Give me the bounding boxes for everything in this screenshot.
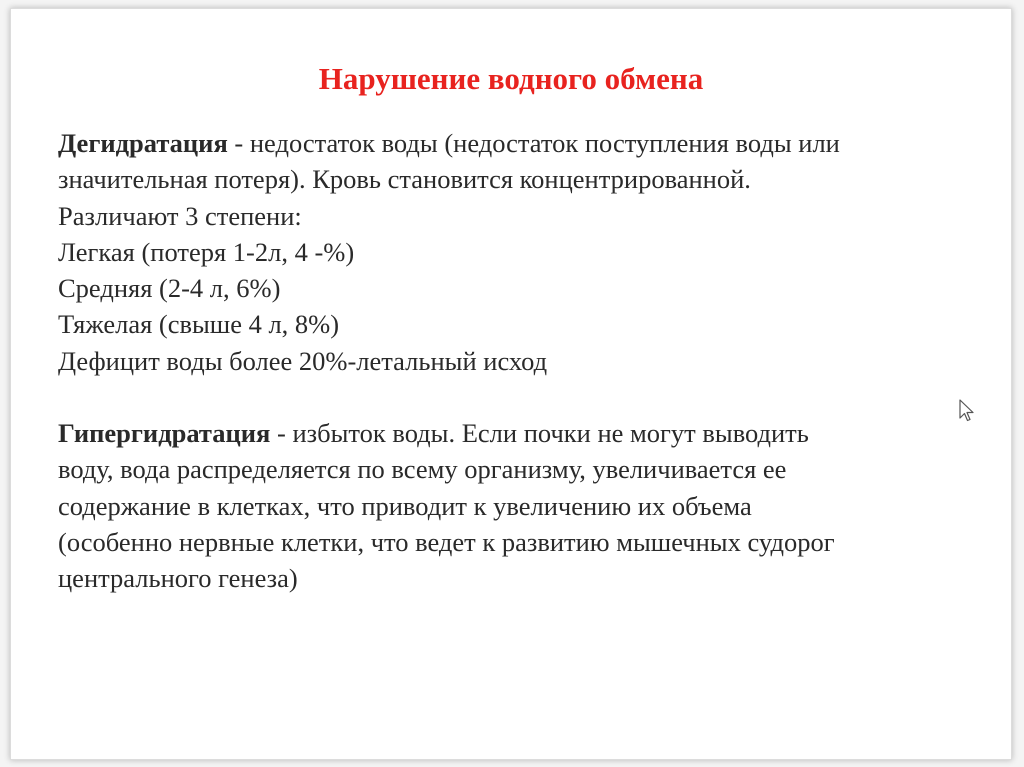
dehydration-line-3: Различают 3 степени: [58, 200, 302, 231]
hyperhydration-line-4: (особенно нервные клетки, что ведет к развитию мышечных судорог [58, 526, 835, 557]
hyperhydration-definition [58, 415, 958, 451]
hyperhydration-term: Гипергидратация [58, 418, 271, 449]
dehydration-term: Дегидратация [58, 128, 228, 158]
degree-severe: Тяжелая (свыше 4 л, 8%) [58, 309, 340, 340]
slide-body [58, 125, 958, 597]
paragraph-gap [58, 379, 958, 415]
degree-moderate: Средняя (2-4 л, 6%) [58, 273, 281, 304]
hyperhydration-definition-text: - избыток воды. Если почки не могут выводить [270, 418, 809, 449]
hyperhydration-line-5: центрального генеза) [58, 563, 298, 594]
hyperhydration-line-3: содержание в клетках, что приводит к увеличению их объема [58, 490, 752, 521]
mouse-pointer-icon [959, 399, 975, 423]
slide-title: Нарушение водного обмена [318, 61, 704, 96]
dehydration-definition [58, 125, 958, 161]
dehydration-line-2: значительная потеря). Кровь становится концентрированной. [58, 164, 751, 195]
hyperhydration-line-2: воду, вода распределяется по всему организму, увеличивается ее [58, 454, 787, 485]
slide [10, 8, 1012, 760]
water-deficit-line: Дефицит воды более 20%-летальный исход [58, 345, 548, 376]
dehydration-definition-text: - недостаток воды (недостаток поступления воды или [227, 128, 840, 158]
degree-mild: Легкая (потеря 1-2л, 4 -%) [58, 236, 355, 267]
